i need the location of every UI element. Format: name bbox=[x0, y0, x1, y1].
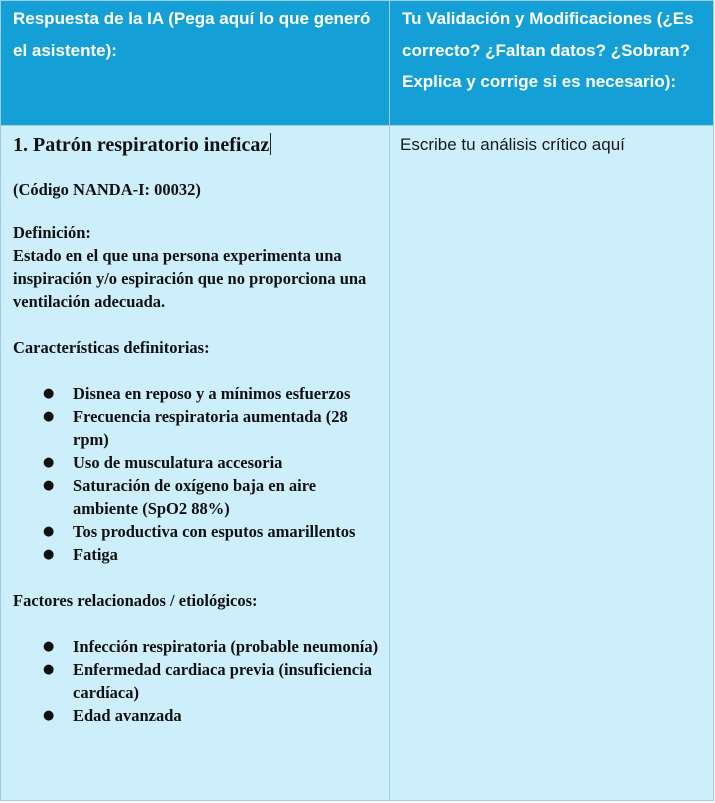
ai-response-content[interactable] bbox=[1, 126, 389, 727]
list-item-text: Tos productiva con esputos amarillentos bbox=[73, 522, 356, 541]
list-item bbox=[13, 382, 379, 405]
list-item-text: Uso de musculatura accesoria bbox=[73, 453, 283, 472]
list-item bbox=[13, 658, 379, 704]
list-item-text: Disnea en reposo y a mínimos esfuerzos bbox=[73, 384, 351, 403]
table-body-row bbox=[1, 126, 714, 801]
nanda-code: (Código NANDA-I: 00032) bbox=[13, 180, 201, 199]
definition-label: Definición: bbox=[13, 223, 91, 242]
header-cell-ai-response bbox=[1, 1, 390, 126]
list-item-text: Fatiga bbox=[73, 545, 118, 564]
spacer bbox=[13, 359, 379, 382]
bullet-icon: ● bbox=[43, 455, 55, 470]
spacer bbox=[13, 313, 379, 336]
list-item-text: Infección respiratoria (probable neumonía) bbox=[73, 637, 379, 656]
validation-input[interactable]: Escribe tu análisis crítico aquí bbox=[400, 135, 625, 154]
ai-response-cell[interactable] bbox=[1, 126, 390, 801]
list-item bbox=[13, 635, 379, 658]
characteristics-label: Características definitorias: bbox=[13, 338, 210, 357]
bullet-icon: ● bbox=[43, 386, 55, 401]
bullet-icon: ● bbox=[43, 639, 55, 654]
list-item bbox=[13, 474, 379, 520]
table-header-row bbox=[1, 1, 714, 126]
bullet-icon: ● bbox=[43, 478, 55, 493]
list-item-text: Enfermedad cardiaca previa (insuficiencia cardíaca) bbox=[73, 660, 372, 702]
header-validation-label: Tu Validación y Modificaciones (¿Es correcto? ¿Faltan datos? ¿Sobran? Explica y corrige si es necesario): bbox=[402, 9, 694, 91]
definition-text: Estado en el que una persona experimenta una inspiración y/o espiración que no proporciona una ventilación adecuada. bbox=[13, 246, 367, 311]
list-item-text: Edad avanzada bbox=[73, 706, 182, 725]
list-item bbox=[13, 704, 379, 727]
characteristics-list bbox=[13, 382, 379, 566]
bullet-icon: ● bbox=[43, 524, 55, 539]
factors-list bbox=[13, 635, 379, 727]
header-cell-validation bbox=[390, 1, 714, 126]
diagnosis-title-text: 1. Patrón respiratorio ineficaz bbox=[13, 134, 270, 156]
list-item bbox=[13, 405, 379, 451]
bullet-icon: ● bbox=[43, 708, 55, 723]
spacer bbox=[13, 566, 379, 589]
list-item bbox=[13, 520, 379, 543]
text-cursor bbox=[270, 133, 271, 155]
factors-label: Factores relacionados / etiológicos: bbox=[13, 591, 258, 610]
validation-cell[interactable] bbox=[390, 126, 714, 801]
bullet-icon: ● bbox=[43, 409, 55, 424]
list-item-text: Saturación de oxígeno baja en aire ambiente (SpO2 88%) bbox=[73, 476, 317, 518]
bullet-icon: ● bbox=[43, 662, 55, 677]
list-item-text: Frecuencia respiratoria aumentada (28 rpm) bbox=[73, 407, 348, 449]
spacer bbox=[13, 612, 379, 635]
spacer bbox=[13, 201, 379, 221]
header-ai-response-label: Respuesta de la IA (Pega aquí lo que generó el asistente): bbox=[13, 9, 371, 60]
list-item bbox=[13, 543, 379, 566]
diagnosis-title bbox=[13, 132, 379, 158]
bullet-icon: ● bbox=[43, 547, 55, 562]
list-item bbox=[13, 451, 379, 474]
